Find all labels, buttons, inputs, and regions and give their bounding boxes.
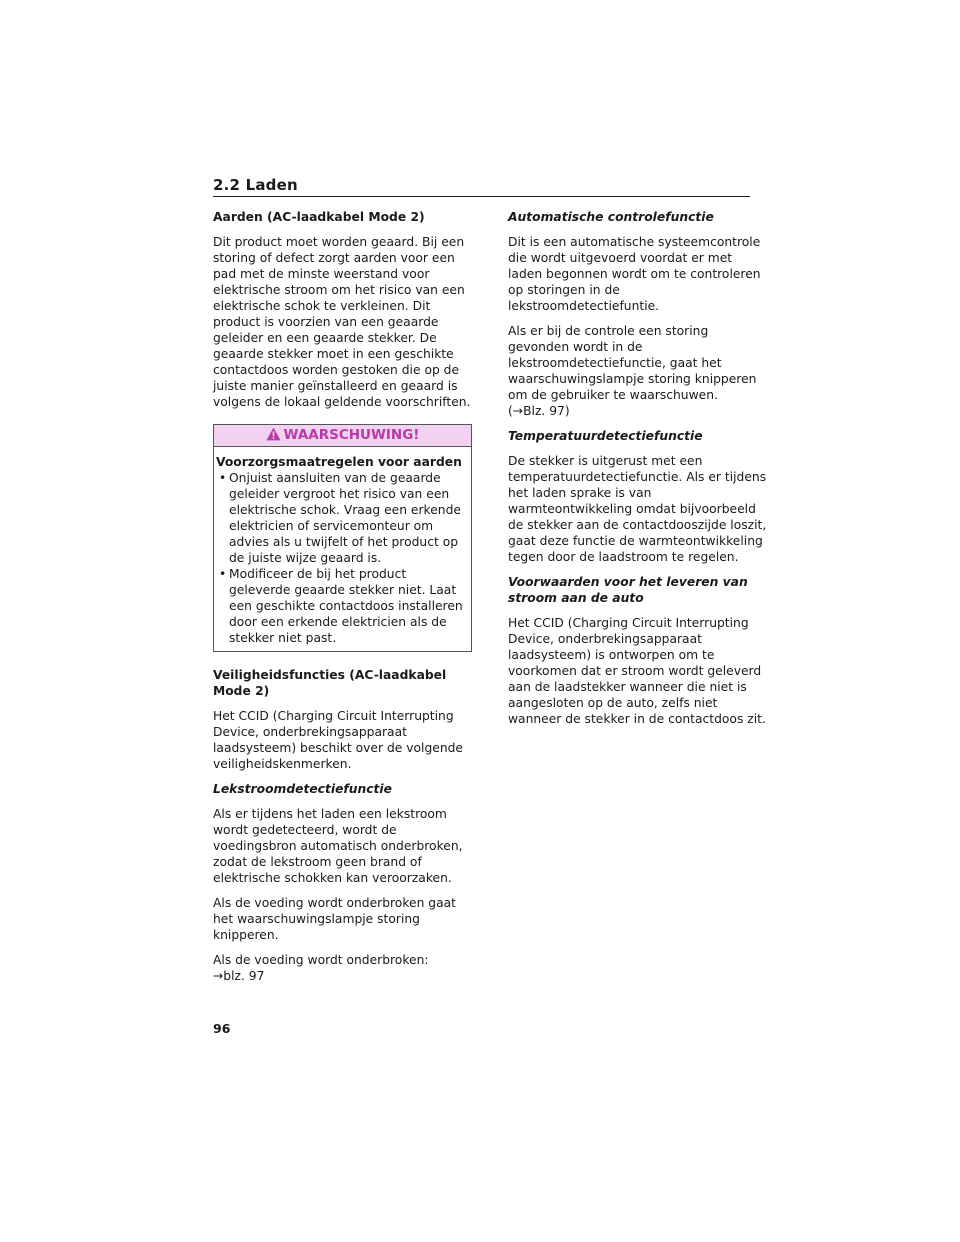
page-number: 96 [213,1021,231,1036]
auto-check-text-1: Dit is een automatische systeemcontrole die wordt uitgevoerd voordat er met laden begonnen wordt om te controleren op storingen in de lekstroomdetectiefuntie. [508,235,761,313]
auto-check-text-2 [508,323,768,419]
power-conditions-text: Het CCID (Charging Circuit Interrupting Device, onderbrekingsapparaat laadsysteem) is ontworpen om te voorkomen dat er stroom wordt geleverd aan de laadstekker wanneer die niet is aangesloten op de auto, zelfs niet wanneer de stekker in de contactdoos zit. [508,616,766,726]
safety-functions-text: Het CCID (Charging Circuit Interrupting Device, onderbrekingsapparaat laadsysteem) beschikt over de volgende veiligheidskenmerken. [213,709,463,771]
power-conditions-heading: Voorwaarden voor het leveren van stroom aan de auto [508,575,748,605]
warning-item: • Modificeer de bij het product geleverde geaarde stekker niet. Laat een geschikte contactdoos installeren door een erkende elektricien als de stekker niet past. [216,566,469,646]
safety-functions-heading: Veiligheidsfuncties (AC-laadkabel Mode 2) [213,668,447,698]
warning-subtitle: Voorzorgsmaatregelen voor aarden [216,455,462,469]
warning-list [214,470,471,646]
left-column [213,209,471,993]
section-title: 2.2 Laden [213,176,298,194]
leak-detection-text-1: Als er tijdens het laden een lekstroom wordt gedetecteerd, wordt de voedingsbron automatisch onderbroken, zodat de lekstroom geen brand of elektrische schokken kan veroorzaken. [213,807,463,885]
auto-check-heading: Automatische controlefunctie [508,210,714,224]
grounding-heading: Aarden (AC-laadkabel Mode 2) [213,210,425,224]
warning-triangle-icon [266,427,281,448]
right-column [508,209,768,736]
page-reference-link[interactable]: →blz. 97 [213,969,265,983]
leak-detection-heading: Lekstroomdetectiefunctie [213,782,392,796]
section-header [213,176,750,197]
leak-detection-text-2: Als de voeding wordt onderbroken gaat het waarschuwingslampje storing knipperen. [213,896,456,942]
interruption-text: Als de voeding wordt onderbroken: [213,953,429,967]
temperature-detection-text: De stekker is uitgerust met een temperatuurdetectiefunctie. Als er tijdens het laden sprake is van warmteontwikkeling omdat bijvoorbeeld de stekker aan de contactdooszijde loszit, gaat deze functie de warmteontwikkeling tegen door de laadstroom te regelen. [508,454,767,564]
warning-box [213,424,472,652]
temperature-detection-heading: Temperatuurdetectiefunctie [508,429,703,443]
grounding-text: Dit product moet worden geaard. Bij een storing of defect zorgt aarden voor een pad met de minste weerstand voor elektrische stroom om het risico van een elektrische schok te verkleinen. Dit product is voorzien van een geaarde geleider en een geaarde stekker. De geaarde stekker moet in een geschikte contactdoos worden gestoken die op de juiste manier geïnstalleerd en geaard is volgens de lokaal geldende voorschriften. [213,235,471,409]
warning-header [214,425,471,447]
warning-title: WAARSCHUWING! [283,427,420,443]
auto-check-warning-text: Als er bij de controle een storing gevonden wordt in de lekstroomdetectiefunctie, gaat het waarschuwingslampje storing knipperen om de gebruiker te waarschuwen. [508,324,757,402]
page-reference-link[interactable]: (→Blz. 97) [508,404,570,418]
warning-item: • Onjuist aansluiten van de geaarde geleider vergroot het risico van een elektrische schok. Vraag een erkende elektricien of servicemonteur om advies als u twijfelt of het product op de juiste wijze geaard is. [216,470,469,566]
leak-detection-text-3 [213,952,471,984]
